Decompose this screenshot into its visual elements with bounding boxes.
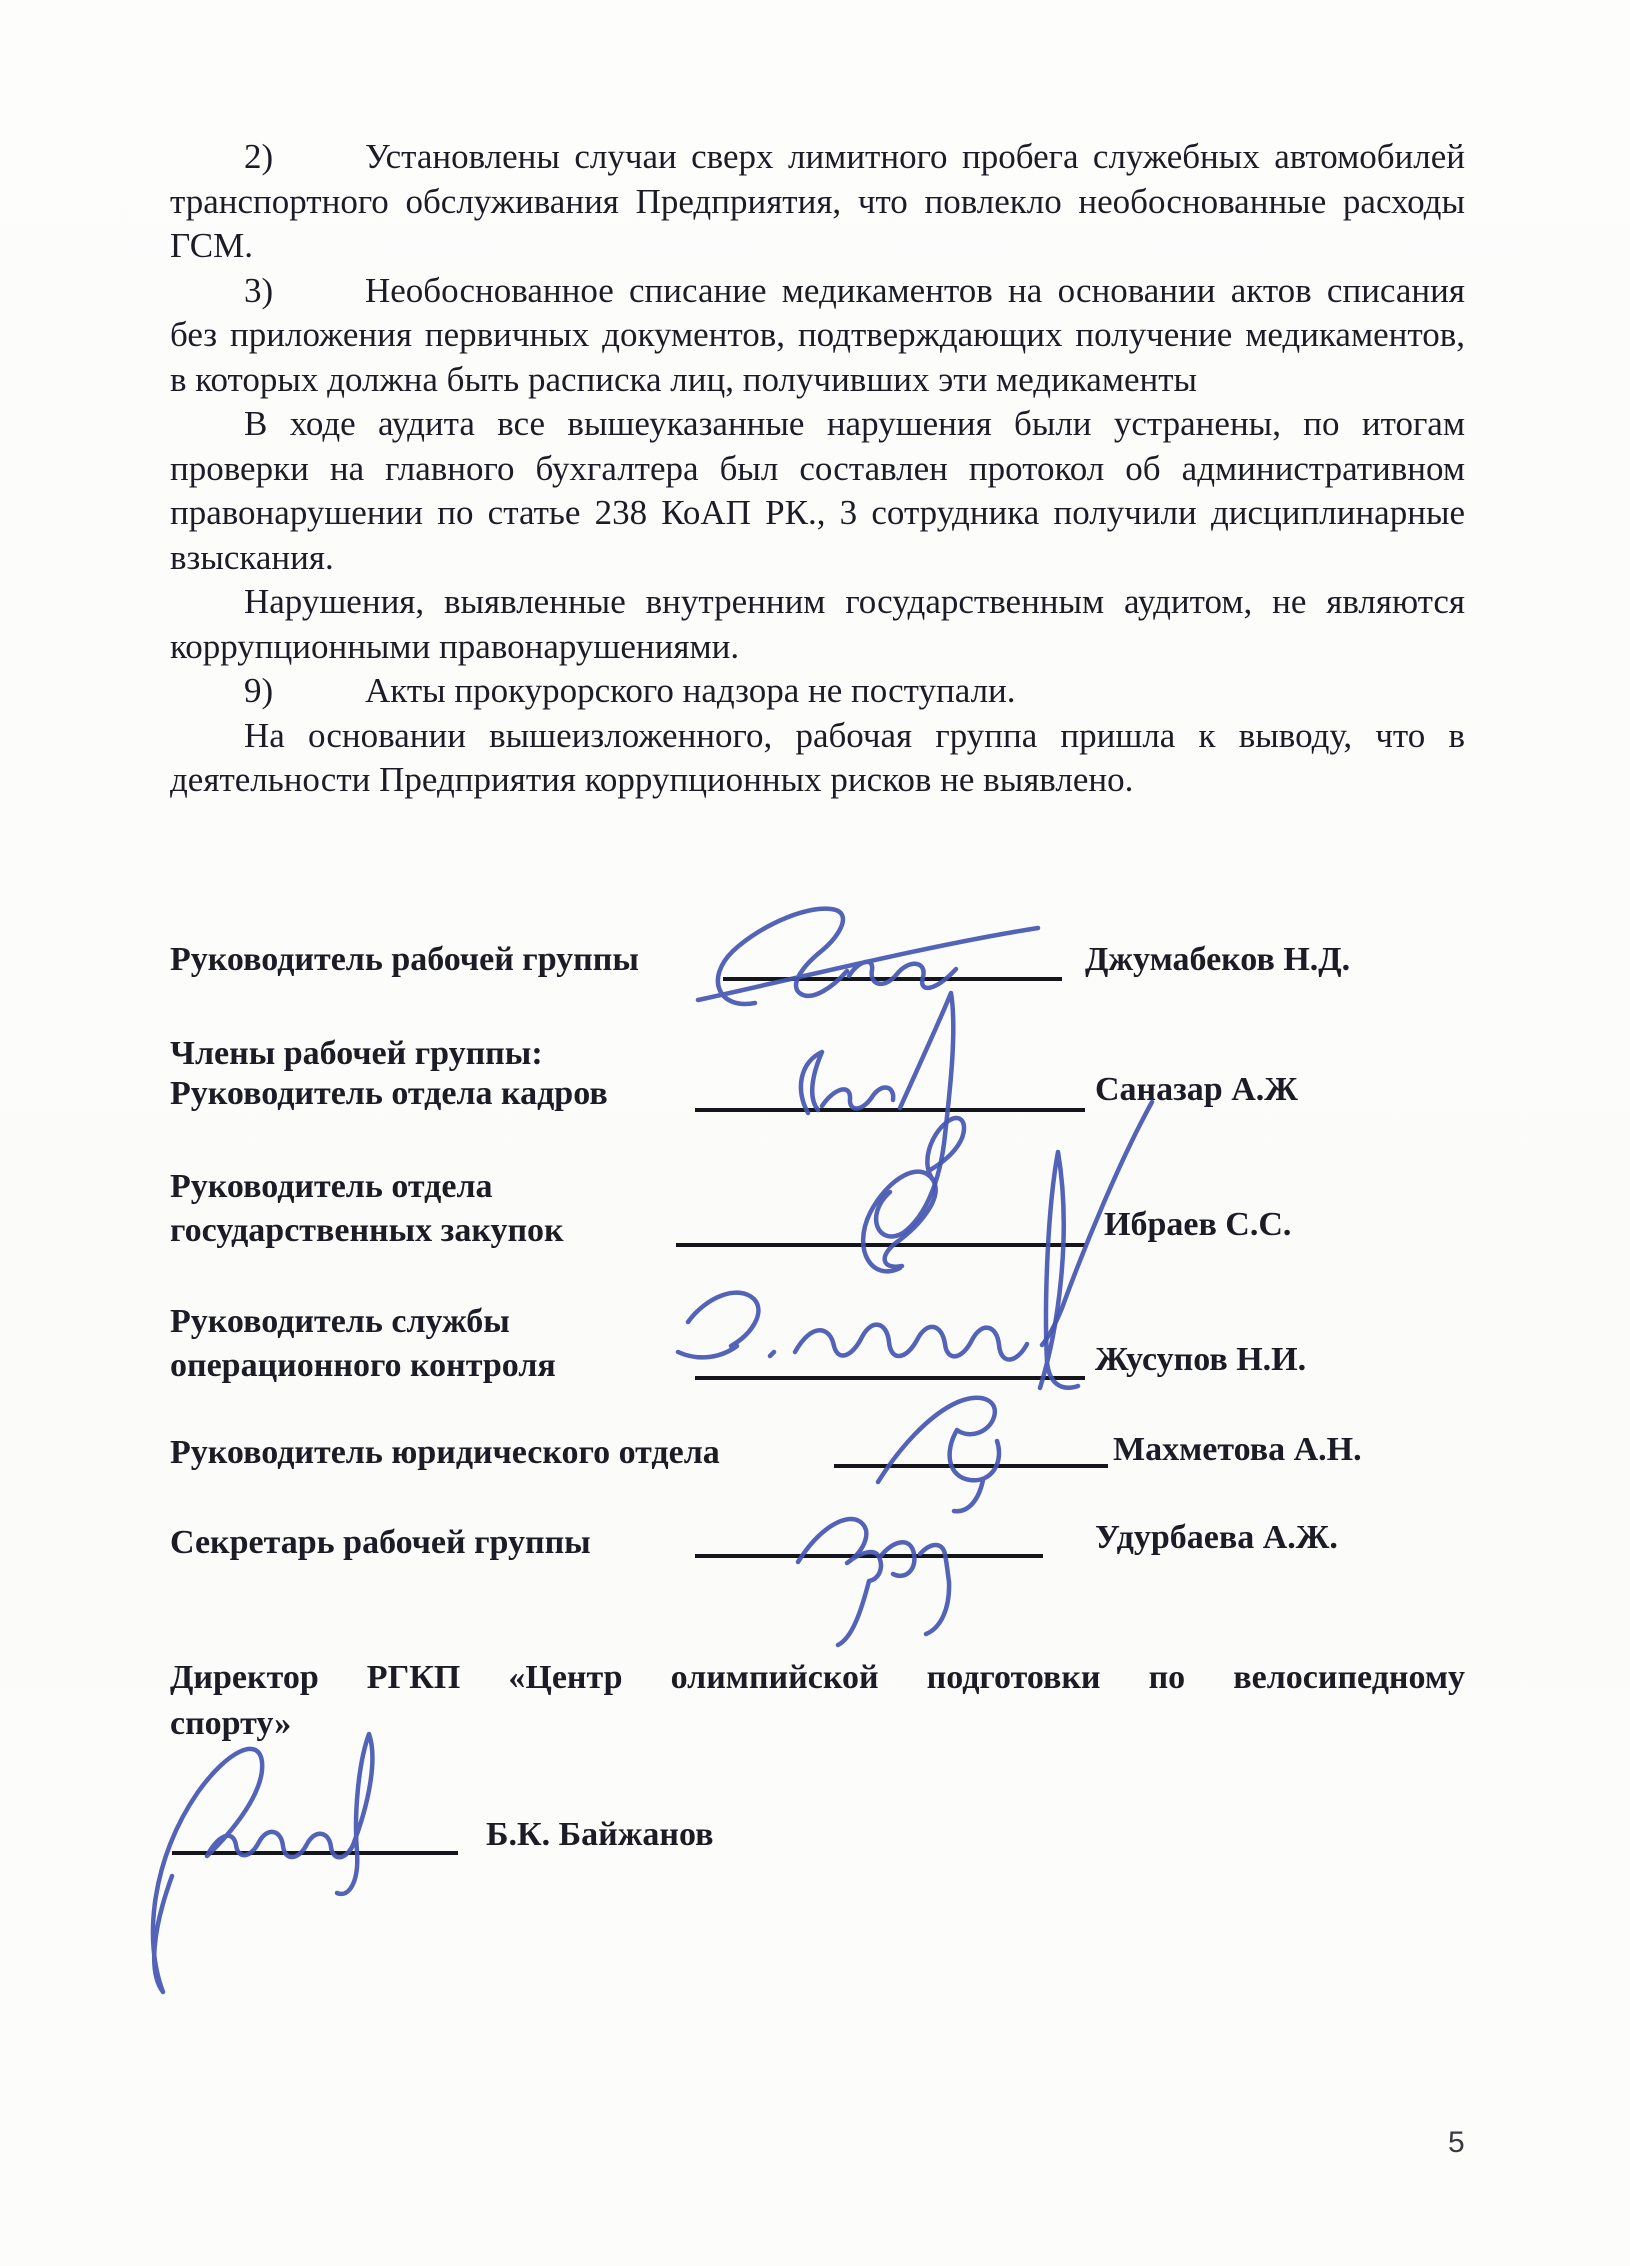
signature-label-opcontrol-1: Руководитель службы [170, 1303, 510, 1340]
paragraph [170, 714, 1465, 803]
signature-label-procurement-1: Руководитель отдела [170, 1168, 493, 1205]
paragraph [170, 669, 1465, 714]
paragraph [170, 402, 1465, 580]
signature-label-opcontrol-2: операционного контроля [170, 1347, 556, 1384]
signature-line-secretary [695, 1554, 1043, 1558]
signature-line-director [172, 1851, 458, 1855]
members-heading: Члены рабочей группы: [170, 1035, 543, 1072]
signature-ink-secretary [798, 1519, 949, 1645]
signatory-name-hr: Саназар А.Ж [1095, 1071, 1298, 1108]
signature-ink-director [153, 1734, 372, 1992]
paragraph-number: 2) [244, 137, 274, 176]
signature-label-legal: Руководитель юридического отдела [170, 1434, 720, 1471]
paragraph-text: Акты прокурорского надзора не поступали. [365, 671, 1016, 710]
signatory-name-lead: Джумабеков Н.Д. [1085, 941, 1351, 978]
paragraph-text: Необоснованное списание медикаментов на основании актов списания без приложения первичных документов, подтверждающих получение медикаментов, в которых должна быть расписка лиц, получивших эти медикаменты [170, 270, 1465, 399]
signatory-name-legal: Махметова А.Н. [1113, 1431, 1362, 1468]
signature-label-secretary: Секретарь рабочей группы [170, 1524, 591, 1561]
page-number: 5 [1448, 2126, 1465, 2159]
paragraph [170, 580, 1465, 669]
paragraph-text: Установлены случаи сверх лимитного пробега служебных автомобилей транспортного обслуживания Предприятия, что повлекло необоснованные расходы ГСМ. [170, 137, 1465, 265]
paragraph-text: В ходе аудита все вышеуказанные нарушения были устранены, по итогам проверки на главного бухгалтера был составлен протокол об административном правонарушении по статье 238 КоАП РК., 3 сотрудника получили дисциплинарные взыскания. [170, 404, 1465, 577]
signatory-name-director: Б.К. Байжанов [486, 1816, 714, 1853]
signature-label-hr: Руководитель отдела кадров [170, 1075, 608, 1112]
paragraph [170, 269, 1465, 403]
signature-line-opcontrol [695, 1376, 1085, 1380]
signatory-name-procurement: Ибраев С.С. [1104, 1206, 1292, 1243]
paragraph-number: 9) [244, 671, 274, 710]
signature-label-procurement-2: государственных закупок [170, 1212, 564, 1249]
director-title-line1: Директор РГКП «Центр олимпийской подготовки по велосипедному [170, 1659, 1465, 1696]
signature-line-hr [695, 1108, 1085, 1112]
director-title-line2: спорту» [170, 1705, 292, 1742]
signature-line-lead [723, 977, 1062, 981]
signatory-name-secretary: Удурбаева А.Ж. [1095, 1519, 1338, 1556]
signature-label-lead: Руководитель рабочей группы [170, 941, 639, 978]
paragraph-number: 3) [244, 270, 274, 310]
paragraph-text: На основании вышеизложенного, рабочая группа пришла к выводу, что в деятельности Предприятия коррупционных рисков не выявлено. [170, 715, 1465, 799]
signature-line-legal [834, 1464, 1108, 1468]
signature-line-procurement [676, 1243, 1085, 1247]
signature-ink-lead [698, 909, 1038, 1004]
paragraph [170, 135, 1465, 269]
audit-text-section [170, 135, 1465, 803]
director-title [170, 1655, 1465, 1747]
paragraph-text: Нарушения, выявленные внутренним государственным аудитом, не являются коррупционными правонарушениями. [170, 582, 1465, 666]
signatory-name-opcontrol: Жусупов Н.И. [1095, 1341, 1307, 1378]
signature-ink-hr [801, 993, 953, 1236]
signature-ink-legal [878, 1398, 999, 1511]
signature-ink-opcontrol [678, 1152, 1078, 1388]
